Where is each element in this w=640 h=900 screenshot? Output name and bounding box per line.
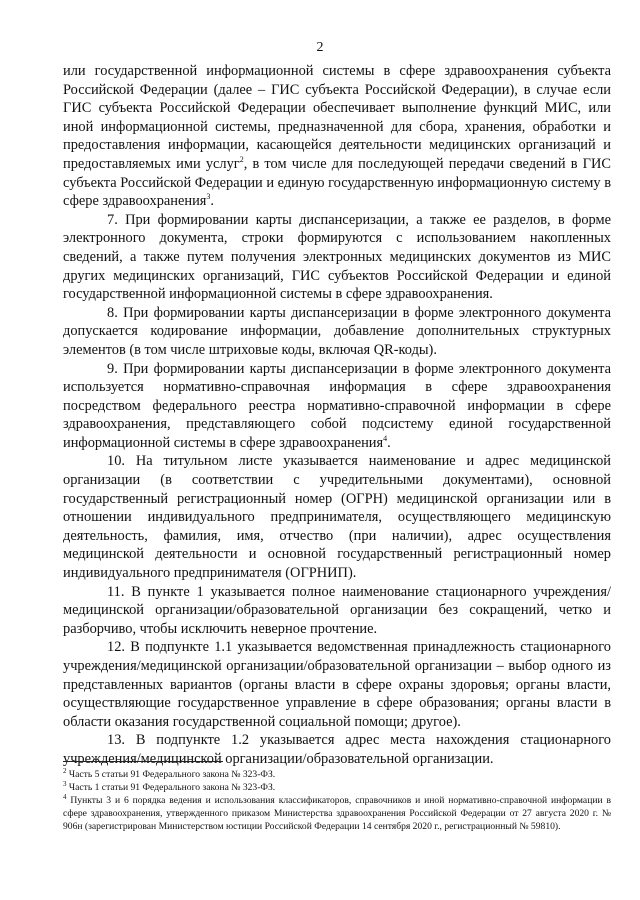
footnote-ref: 3 xyxy=(206,192,211,202)
page-number: 2 xyxy=(316,40,324,55)
footnote-4 xyxy=(63,794,611,833)
paragraph-text: . xyxy=(387,434,391,451)
paragraph-text: 11. В пункте 1 указывается полное наименование стационарного учреждения/медицинской организации/образовательной организации без сокращений, четко и разборчиво, чтобы исключить неверное прочтение. xyxy=(63,583,611,637)
footnote-divider xyxy=(63,761,223,762)
paragraph-text: 8. При формировании карты диспансеризации в форме электронного документа допускается кодирование информации, добавление дополнительных структурных элементов (в том числе штриховые коды, включая QR-коды). xyxy=(63,304,611,358)
paragraph-p10 xyxy=(63,452,611,582)
paragraph-p7 xyxy=(63,211,611,304)
footnotes xyxy=(63,768,611,833)
paragraph-cont xyxy=(63,62,611,211)
paragraph-p12 xyxy=(63,638,611,731)
footnote-text: Часть 1 статьи 91 Федерального закона № 323-ФЗ. xyxy=(66,782,276,793)
footnote-number: 3 xyxy=(63,779,67,788)
paragraph-p11 xyxy=(63,583,611,639)
paragraph-p8 xyxy=(63,304,611,360)
paragraph-text: 10. На титульном листе указывается наименование и адрес медицинской организации (в соответствии с учредительными документами), основной государственный регистрационный номер (ОГРН) медицинской организации или в отношении индивидуального предпринимателя, осуществляющего медицинскую деятельность, фамилия, имя, отчество (при наличии), адрес осуществления медицинской деятельности и основной государственный регистрационный номер индивидуального предпринимателя (ОГРНИП). xyxy=(63,453,611,582)
footnote-ref: 4 xyxy=(383,434,388,444)
footnote-number: 2 xyxy=(63,766,67,775)
footnote-2 xyxy=(63,768,611,781)
footnote-text: Часть 5 статьи 91 Федерального закона № 323-ФЗ. xyxy=(66,769,276,780)
paragraph-p9 xyxy=(63,360,611,453)
paragraph-text: 7. При формировании карты диспансеризации, а также ее разделов, в форме электронного документа, строки формируются с использованием накопленных сведений, а также путем получения электронных медицинских документов из МИС других медицинских организаций, ГИС субъектов Российской Федерации и единой государственной информационной системы в сфере здравоохранения. xyxy=(63,211,611,303)
paragraph-p13 xyxy=(63,731,611,768)
main-text xyxy=(63,62,611,769)
paragraph-text: или государственной информационной системы в сфере здравоохранения субъекта Российской Федерации (далее – ГИС субъекта Российской Федерации), в случае если ГИС субъекта Российской Федерации обеспечивает выполнение функций МИС, или иной информационной системы, предназначенной для сбора, хранения, обработки и предоставления информации, касающейся деятельности медицинских организаций и предоставляемых ими услуг xyxy=(63,63,611,172)
paragraph-text: 13. В подпункте 1.2 указывается адрес места нахождения стационарного учреждения/медицинской организации/образовательной организации. xyxy=(63,732,611,767)
footnote-ref: 2 xyxy=(239,155,244,165)
paragraph-text: , в том числе для последующей передачи сведений в ГИС субъекта Российской Федерации и единую государственную информационную систему в сфере здравоохранения xyxy=(63,155,611,210)
footnote-3 xyxy=(63,781,611,794)
paragraph-text: 12. В подпункте 1.1 указывается ведомственная принадлежность стационарного учреждения/медицинской организации/образовательной организации – выбор одного из представленных вариантов (органы власти в сфере охраны здоровья; органы власти, осуществляющие государственное управление в сфере образования; органы власти в области оказания государственной социальной помощи; другое). xyxy=(63,639,611,730)
paragraph-text: 9. При формировании карты диспансеризации в форме электронного документа используется нормативно-справочная информация в сфере здравоохранения посредством федерального реестра нормативно-справочной информации в сфере здравоохранения, представляющего собой подсистему единой государственной информационной системы в сфере здравоохранения xyxy=(63,360,611,451)
footnote-text: Пункты 3 и 6 порядка ведения и использования классификаторов, справочников и иной нормативно-справочной информации в сфере здравоохранения, утвержденного приказом Министерства здравоохранения Российской Федерации от 27 августа 2020 г. № 906н (зарегистрирован Министерством юстиции Российской Федерации 14 сентября 2020 г., регистрационный № 59810). xyxy=(63,795,611,832)
paragraph-text: . xyxy=(210,193,215,210)
footnote-number: 4 xyxy=(63,792,67,801)
